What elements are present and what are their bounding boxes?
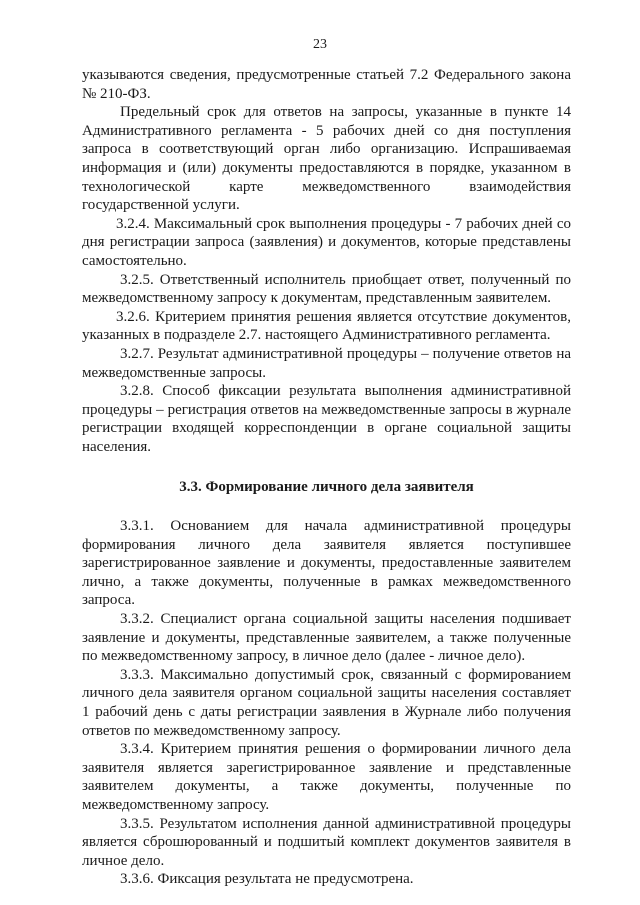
paragraph-continuation: указываются сведения, предусмотренные статьей 7.2 Федерального закона № 210-ФЗ. bbox=[82, 67, 571, 102]
paragraph-response-deadline: Предельный срок для ответов на запросы, указанные в пункте 14 Административного регламента - 5 рабочих дней со дня поступления запроса в соответствующий орган либо организацию. Испрашиваемая информация и (или) документы предоставляются в порядке, указанном в технологической карте межведомственного взаимодействия государственной услуги. bbox=[82, 104, 571, 214]
section-heading: 3.3. Формирование личного дела заявителя bbox=[179, 479, 474, 496]
paragraph-3-3-2: 3.3.2. Специалист органа социальной защиты населения подшивает заявление и документы, представленные заявителем, а также полученные по межведомственному запросу, в личное дело (далее - личное дело). bbox=[82, 611, 571, 665]
paragraph-3-3-6: 3.3.6. Фиксация результата не предусмотрена. bbox=[120, 871, 414, 888]
paragraph-3-3-4: 3.3.4. Критерием принятия решения о формировании личного дела заявителя является зарегистрированное заявление и представленные заявителем документы, а также документы, полученные по межведомственному запросу. bbox=[82, 741, 571, 813]
paragraph-3-2-7: 3.2.7. Результат административной процедуры – получение ответов на межведомственные запросы. bbox=[82, 345, 571, 381]
paragraph-3-2-6: 3.2.6. Критерием принятия решения является отсутствие документов, указанных в подразделе 2.7. настоящего Административного регламента. bbox=[82, 308, 571, 344]
paragraph-3-2-4: 3.2.4. Максимальный срок выполнения процедуры - 7 рабочих дней со дня регистрации запроса (заявления) и документов, которые представлены самостоятельно. bbox=[82, 215, 571, 269]
paragraph-3-3-1: 3.3.1. Основанием для начала административной процедуры формирования личного дела заявителя является поступившее зарегистрированное заявление и документы, предоставленные заявителем лично, а также документы, полученные в рамках межведомственного запроса. bbox=[82, 518, 571, 609]
paragraph-3-3-5: 3.3.5. Результатом исполнения данной административной процедуры является сброшюрованный и подшитый комплект документов заявителя в личное дело. bbox=[82, 815, 571, 869]
paragraph-3-2-8: 3.2.8. Способ фиксации результата выполнения административной процедуры – регистрация ответов на межведомственные запросы в журнале регистрации входящей корреспонденции в органе социальной защиты населения. bbox=[82, 383, 571, 455]
paragraph-3-2-5: 3.2.5. Ответственный исполнитель приобщает ответ, полученный по межведомственному запросу к документам, представленным заявителем. bbox=[82, 271, 571, 307]
paragraph-3-3-3: 3.3.3. Максимально допустимый срок, связанный с формированием личного дела заявителя органом социальной защиты населения составляет 1 рабочий день с даты регистрации заявления в Журнале либо получения ответов по межведомственному запросу. bbox=[82, 666, 571, 739]
page-number: 23 bbox=[313, 37, 327, 52]
document-body bbox=[82, 66, 571, 889]
